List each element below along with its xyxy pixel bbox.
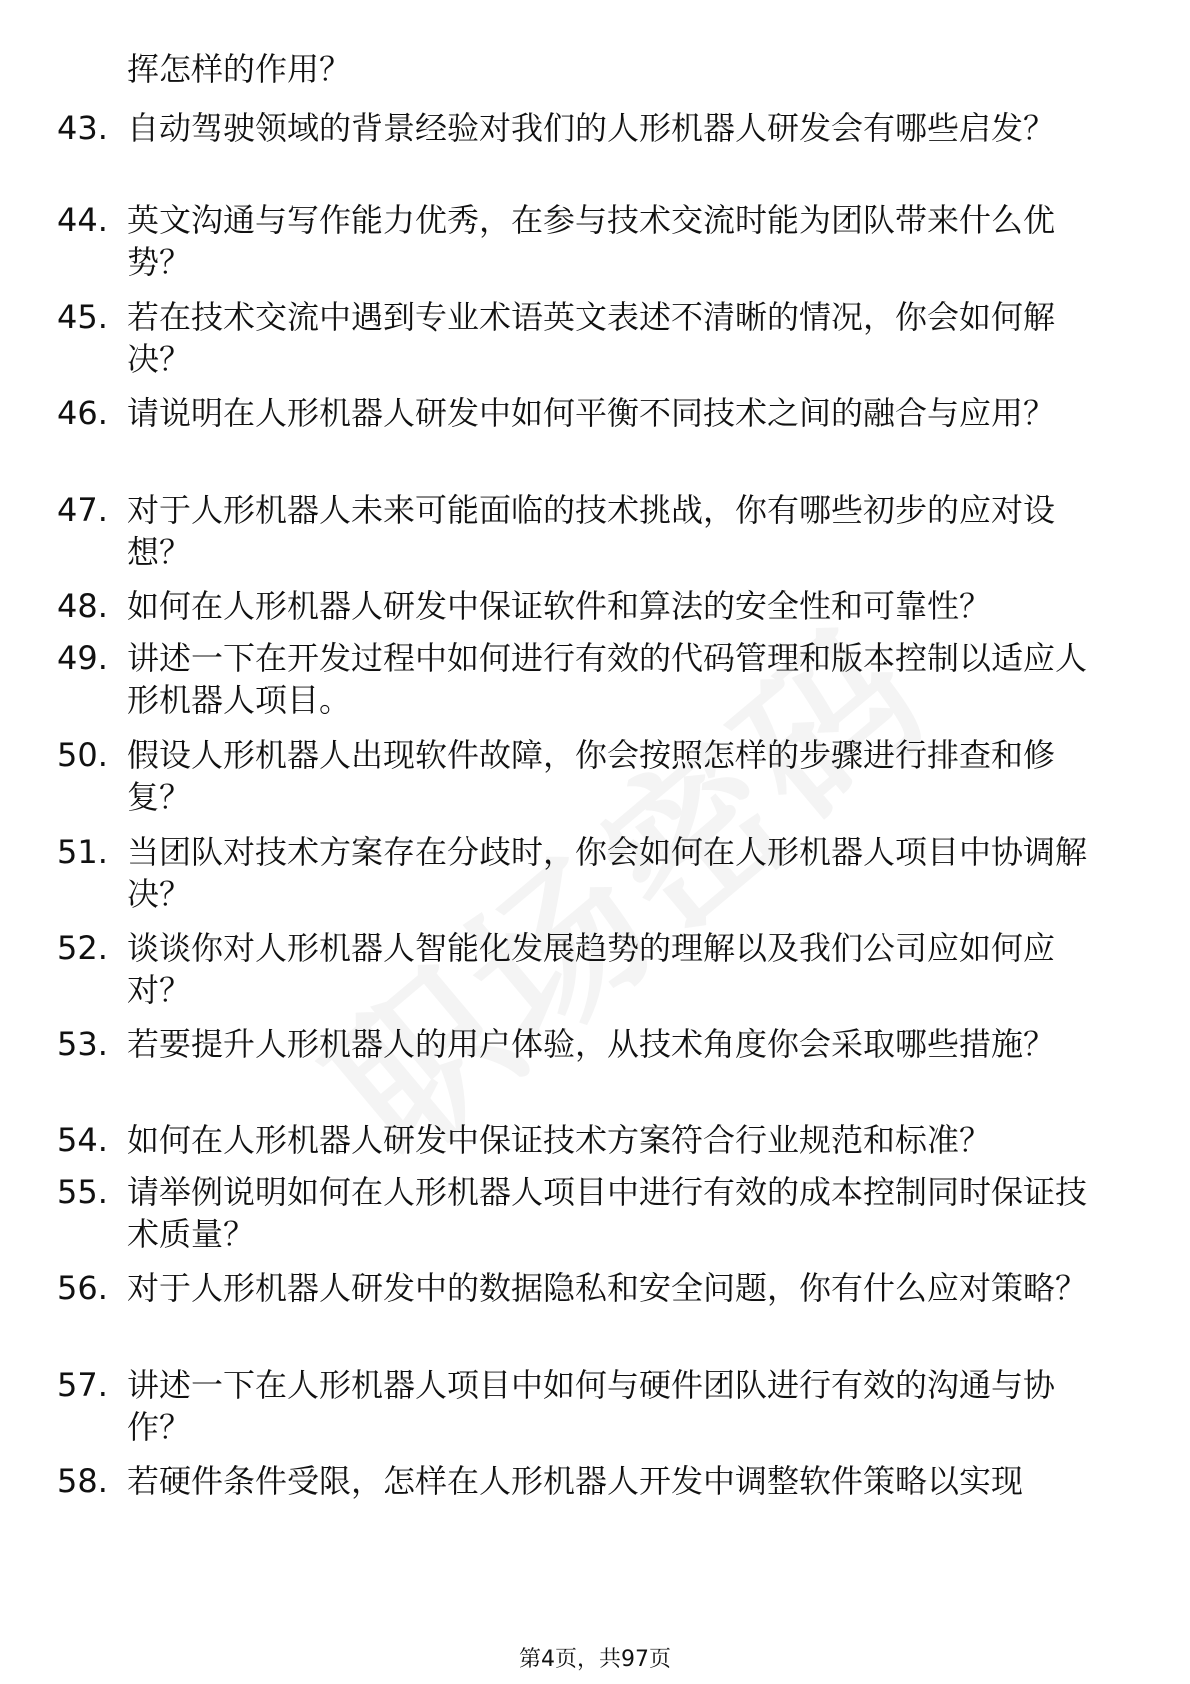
question-number: 51. [57,833,108,871]
question-number: 49. [57,639,108,677]
question-text: 假设人形机器人出现软件故障，你会按照怎样的步骤进行排查和修复？ [127,736,1056,816]
question-text: 请说明在人形机器人研发中如何平衡不同技术之间的融合与应用？ [127,394,1056,432]
question-text: 当团队对技术方案存在分歧时，你会如何在人形机器人项目中协调解决？ [127,833,1088,913]
question-number: 52. [57,929,108,967]
question-number: 48. [57,587,108,625]
question-text: 对于人形机器人未来可能面临的技术挑战，你有哪些初步的应对设想？ [127,491,1056,571]
question-number: 43. [57,109,108,147]
question-text: 对于人形机器人研发中的数据隐私和安全问题，你有什么应对策略？ [127,1269,1088,1307]
continuation-text: 挥怎样的作用？ [127,50,352,88]
page-number-footer: 第4页，共97页 [519,1647,671,1672]
question-number: 58. [57,1462,108,1500]
question-number: 47. [57,491,108,529]
question-text: 若硬件条件受限，怎样在人形机器人开发中调整软件策略以实现 [127,1462,1024,1500]
question-text: 讲述一下在开发过程中如何进行有效的代码管理和版本控制以适应人形机器人项目。 [127,639,1088,719]
question-number: 50. [57,736,108,774]
question-text: 自动驾驶领域的背景经验对我们的人形机器人研发会有哪些启发？ [127,109,1056,147]
question-text: 讲述一下在人形机器人项目中如何与硬件团队进行有效的沟通与协作？ [127,1366,1056,1446]
question-number: 57. [57,1366,108,1404]
question-text: 如何在人形机器人研发中保证软件和算法的安全性和可靠性？ [127,587,992,625]
question-text: 如何在人形机器人研发中保证技术方案符合行业规范和标准？ [127,1121,992,1159]
question-number: 53. [57,1025,108,1063]
question-number: 45. [57,298,108,336]
question-text: 若要提升人形机器人的用户体验，从技术角度你会采取哪些措施？ [127,1025,1056,1063]
question-number: 55. [57,1173,108,1211]
question-text: 若在技术交流中遇到专业术语英文表述不清晰的情况，你会如何解决？ [127,298,1056,378]
question-number: 56. [57,1269,108,1307]
question-text: 请举例说明如何在人形机器人项目中进行有效的成本控制同时保证技术质量？ [127,1173,1088,1253]
question-number: 54. [57,1121,108,1159]
question-text: 谈谈你对人形机器人智能化发展趋势的理解以及我们公司应如何应对？ [127,929,1056,1009]
question-text: 英文沟通与写作能力优秀，在参与技术交流时能为团队带来什么优势？ [127,201,1056,281]
question-number: 44. [57,201,108,239]
question-number: 46. [57,394,108,432]
